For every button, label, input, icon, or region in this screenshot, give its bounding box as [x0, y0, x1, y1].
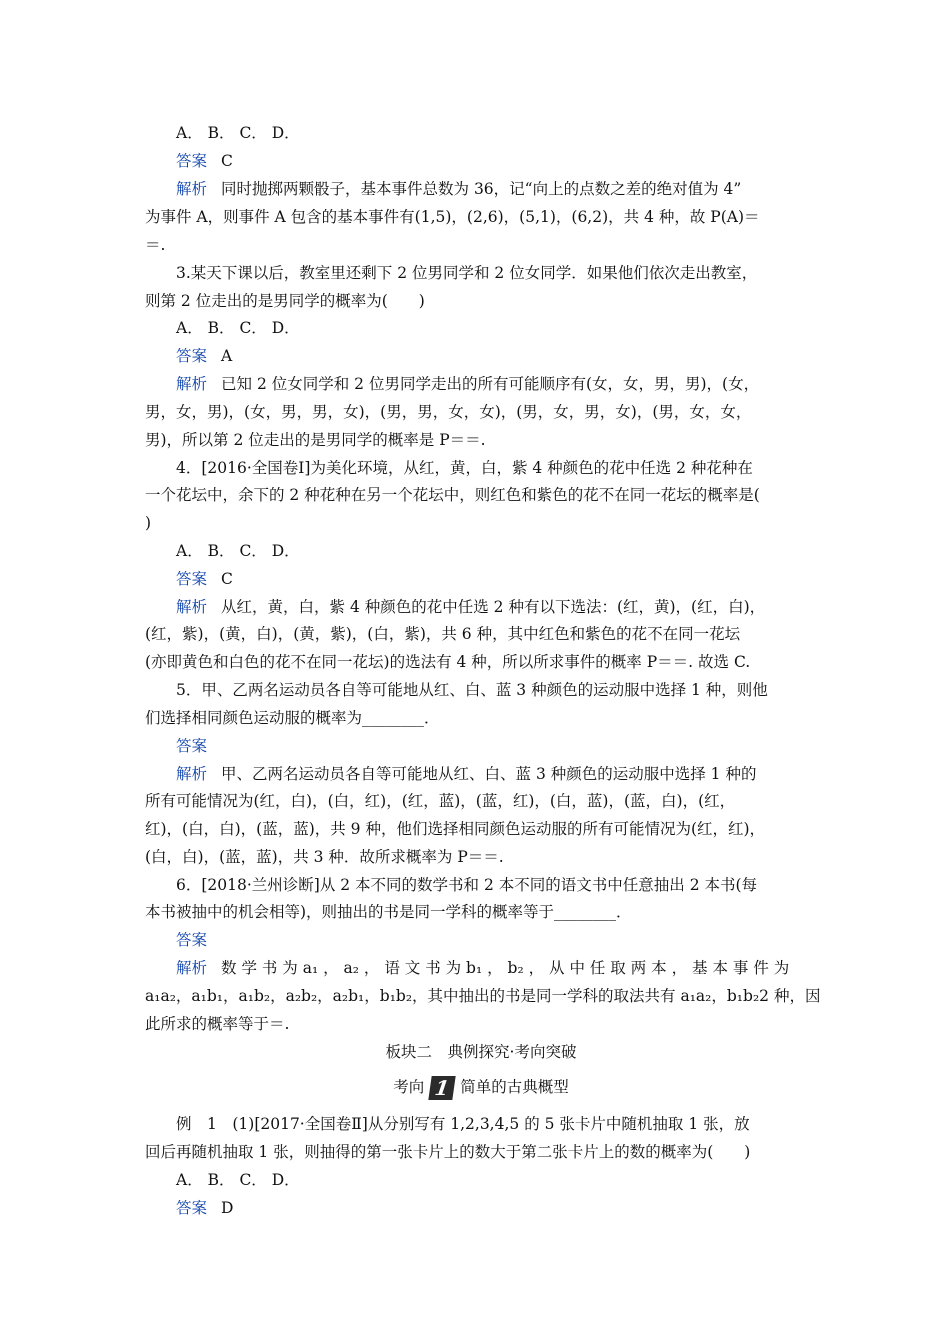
analysis-label: 解析 — [176, 375, 208, 393]
answer-label: 答案 — [176, 1199, 208, 1217]
analysis-label: 解析 — [176, 180, 208, 198]
text-line: (亦即黄色和白色的花不在同一花坛)的选法有 4 种，所以所求事件的概率 P＝＝. 故选 C. — [145, 653, 751, 671]
answer-label: 答案 — [176, 737, 208, 755]
text-line: 此所求的概率等于＝. — [145, 1015, 290, 1033]
text-line: 红)，(白，白)，(蓝，蓝)，共 9 种，他们选择相同颜色运动服的所有可能情况为(红，红)， — [145, 820, 766, 838]
analysis-text: 从红，黄，白，紫 4 种颜色的花中任选 2 种有以下选法：(红，黄)，(红，白)， — [221, 598, 766, 616]
analysis-line — [176, 958, 848, 978]
answer-line — [176, 346, 848, 366]
text-line: 为事件 A，则事件 A 包含的基本事件有(1,5)，(2,6)，(5,1)，(6,2)，共 4 种，故 P(A)＝ — [145, 208, 760, 226]
answer-line — [176, 569, 848, 589]
answer-line — [176, 736, 848, 756]
text-line: 则第 2 位走出的是男同学的概率为( ) — [145, 292, 425, 310]
answer-line — [176, 151, 848, 171]
text-line: ) — [145, 514, 152, 532]
answer-label: 答案 — [176, 347, 208, 365]
analysis-line — [176, 597, 848, 617]
choices-text: A． B． C． D． — [176, 124, 300, 142]
text-line: 男，女，男)，(女，男，男，女)，(男，男，女，女)，(男，女，男，女)，(男，女，女， — [145, 403, 752, 421]
analysis-label: 解析 — [176, 959, 208, 977]
answer-value: C — [221, 570, 233, 588]
topic-prefix: 考向 — [393, 1078, 425, 1096]
question-line: 6．[2018·兰州诊断]从 2 本不同的数学书和 2 本不同的语文书中任意抽出 2 本书(每 — [176, 876, 758, 894]
topic-heading — [145, 1076, 817, 1100]
text-line: a₁a₂，a₁b₁，a₁b₂，a₂b₂，a₂b₁，b₁b₂，其中抽出的书是同一学科的取法共有 a₁a₂，b₁b₂2 种，因 — [145, 987, 821, 1005]
answer-value: A — [221, 347, 233, 365]
topic-number-badge: 1 — [429, 1076, 456, 1100]
text-line: 所有可能情况为(红，白)，(白，红)，(红，蓝)，(蓝，红)，(白，蓝)，(蓝，白)，(红， — [145, 792, 736, 810]
answer-label: 答案 — [176, 570, 208, 588]
text-line: (白，白)，(蓝，蓝)，共 3 种．故所求概率为 P＝＝. — [145, 848, 504, 866]
choices-line — [176, 123, 848, 143]
choices-line: A． B． C． D． — [176, 319, 300, 337]
analysis-line — [176, 374, 848, 394]
analysis-text: 甲、乙两名运动员各自等可能地从红、白、蓝 3 种颜色的运动服中选择 1 种的 — [221, 765, 757, 783]
analysis-line — [176, 764, 848, 784]
analysis-text: 数 学 书 为 a₁ ， a₂ ， 语 文 书 为 b₁ ， b₂ ， 从 中 任 取 两 本 ， 基 本 事 件 为 — [221, 959, 790, 977]
text-line: 男)，所以第 2 位走出的是男同学的概率是 P＝＝. — [145, 431, 486, 449]
question-line: 5．甲、乙两名运动员各自等可能地从红、白、蓝 3 种颜色的运动服中选择 1 种，则他 — [176, 681, 768, 699]
text-line: (红，紫)，(黄，白)，(黄，紫)，(白，紫)，共 6 种，其中红色和紫色的花不在同一花坛 — [145, 625, 741, 643]
text-line: 本书被抽中的机会相等)，则抽出的书是同一学科的概率等于________． — [145, 903, 632, 921]
analysis-text: 已知 2 位女同学和 2 位男同学走出的所有可能顺序有(女，女，男，男)，(女， — [221, 375, 760, 393]
topic-title: 简单的古典概型 — [460, 1078, 569, 1096]
answer-line — [176, 930, 848, 950]
question-line: 3.某天下课以后，教室里还剩下 2 位男同学和 2 位女同学．如果他们依次走出教室， — [176, 264, 758, 282]
choices-line: A． B． C． D． — [176, 1171, 300, 1189]
answer-value: D — [221, 1199, 234, 1217]
analysis-text: 同时抛掷两颗骰子，基本事件总数为 36，记“向上的点数之差的绝对值为 4” — [221, 180, 742, 198]
answer-label: 答案 — [176, 152, 208, 170]
analysis-line — [176, 179, 848, 199]
answer-label: 答案 — [176, 931, 208, 949]
text-line: ＝. — [145, 236, 166, 254]
analysis-label: 解析 — [176, 598, 208, 616]
example-line: 例 1 (1)[2017·全国卷Ⅱ]从分别写有 1,2,3,4,5 的 5 张卡片中随机抽取 1 张，放 — [176, 1115, 750, 1133]
choices-line: A． B． C． D． — [176, 542, 300, 560]
question-line: 4．[2016·全国卷Ⅰ]为美化环境，从红，黄，白，紫 4 种颜色的花中任选 2 种花种在 — [176, 459, 753, 477]
text-line: 一个花坛中，余下的 2 种花种在另一个花坛中，则红色和紫色的花不在同一花坛的概率是( — [145, 486, 760, 504]
text-line: 们选择相同颜色运动服的概率为________． — [145, 709, 440, 727]
section-heading: 板块二 典例探究·考向突破 — [385, 1043, 577, 1061]
analysis-label: 解析 — [176, 765, 208, 783]
answer-value: C — [221, 152, 233, 170]
text-line: 回后再随机抽取 1 张，则抽得的第一张卡片上的数大于第二张卡片上的数的概率为( ) — [145, 1143, 751, 1161]
answer-line — [176, 1198, 848, 1218]
